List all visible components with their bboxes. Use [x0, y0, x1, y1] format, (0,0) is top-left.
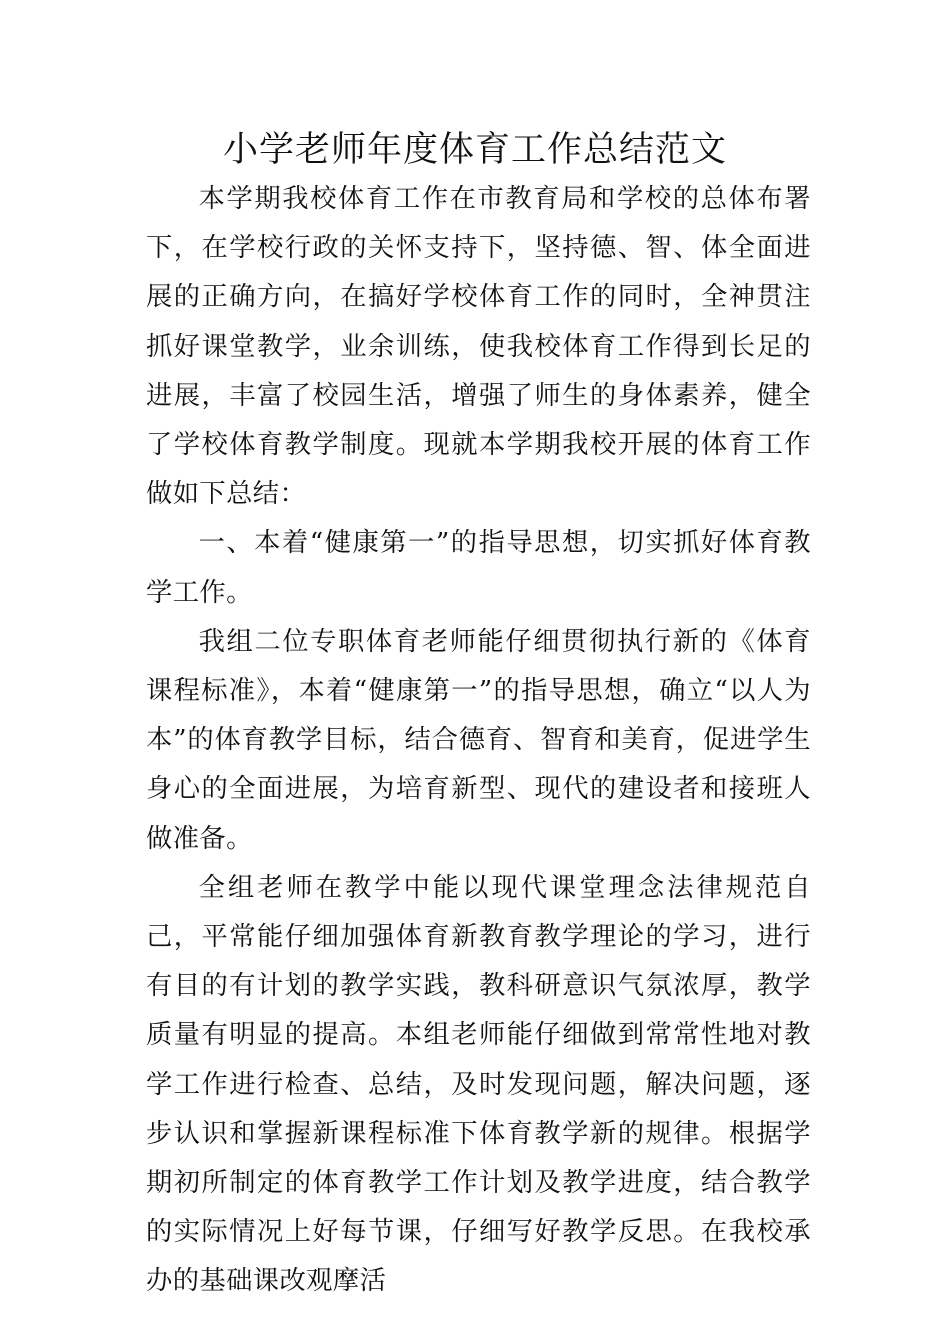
- document-body: [146, 175, 811, 1307]
- paragraph-intro: 本学期我校体育工作在市教育局和学校的总体布署下，在学校行政的关怀支持下，坚持德、智、体全面进展的正确方向，在搞好学校体育工作的同时，全神贯注抓好课堂教学，业余训练，使我校体育工作得到长足的进展，丰富了校园生活，增强了师生的身体素养，健全了学校体育教学制度。现就本学期我校开展的体育工作做如下总结：: [146, 184, 811, 510]
- paragraph-teaching: 全组老师在教学中能以现代课堂理念法律规范自己，平常能仔细加强体育新教育教学理论的学习，进行有目的有计划的教学实践，教科研意识气氛浓厚，教学质量有明显的提高。本组老师能仔细做到常常性地对教学工作进行检查、总结，及时发现问题，解决问题，逐步认识和掌握新课程标准下体育教学新的规律。根据学期初所制定的体育教学工作计划及教学进度，结合教学的实际情况上好每节课，仔细写好教学反思。在我校承办的基础课改观摩活: [146, 872, 811, 1297]
- paragraph-section-heading: 一、本着“健康第一”的指导思想，切实抓好体育教学工作。: [146, 528, 811, 608]
- paragraph-curriculum: 我组二位专职体育老师能仔细贯彻执行新的《体育课程标准》，本着“健康第一”的指导思想，确立“以人为本”的体育教学目标，结合德育、智育和美育，促进学生身心的全面进展，为培育新型、现代的建设者和接班人做准备。: [146, 626, 811, 854]
- document-title: 小学老师年度体育工作总结范文: [222, 130, 727, 170]
